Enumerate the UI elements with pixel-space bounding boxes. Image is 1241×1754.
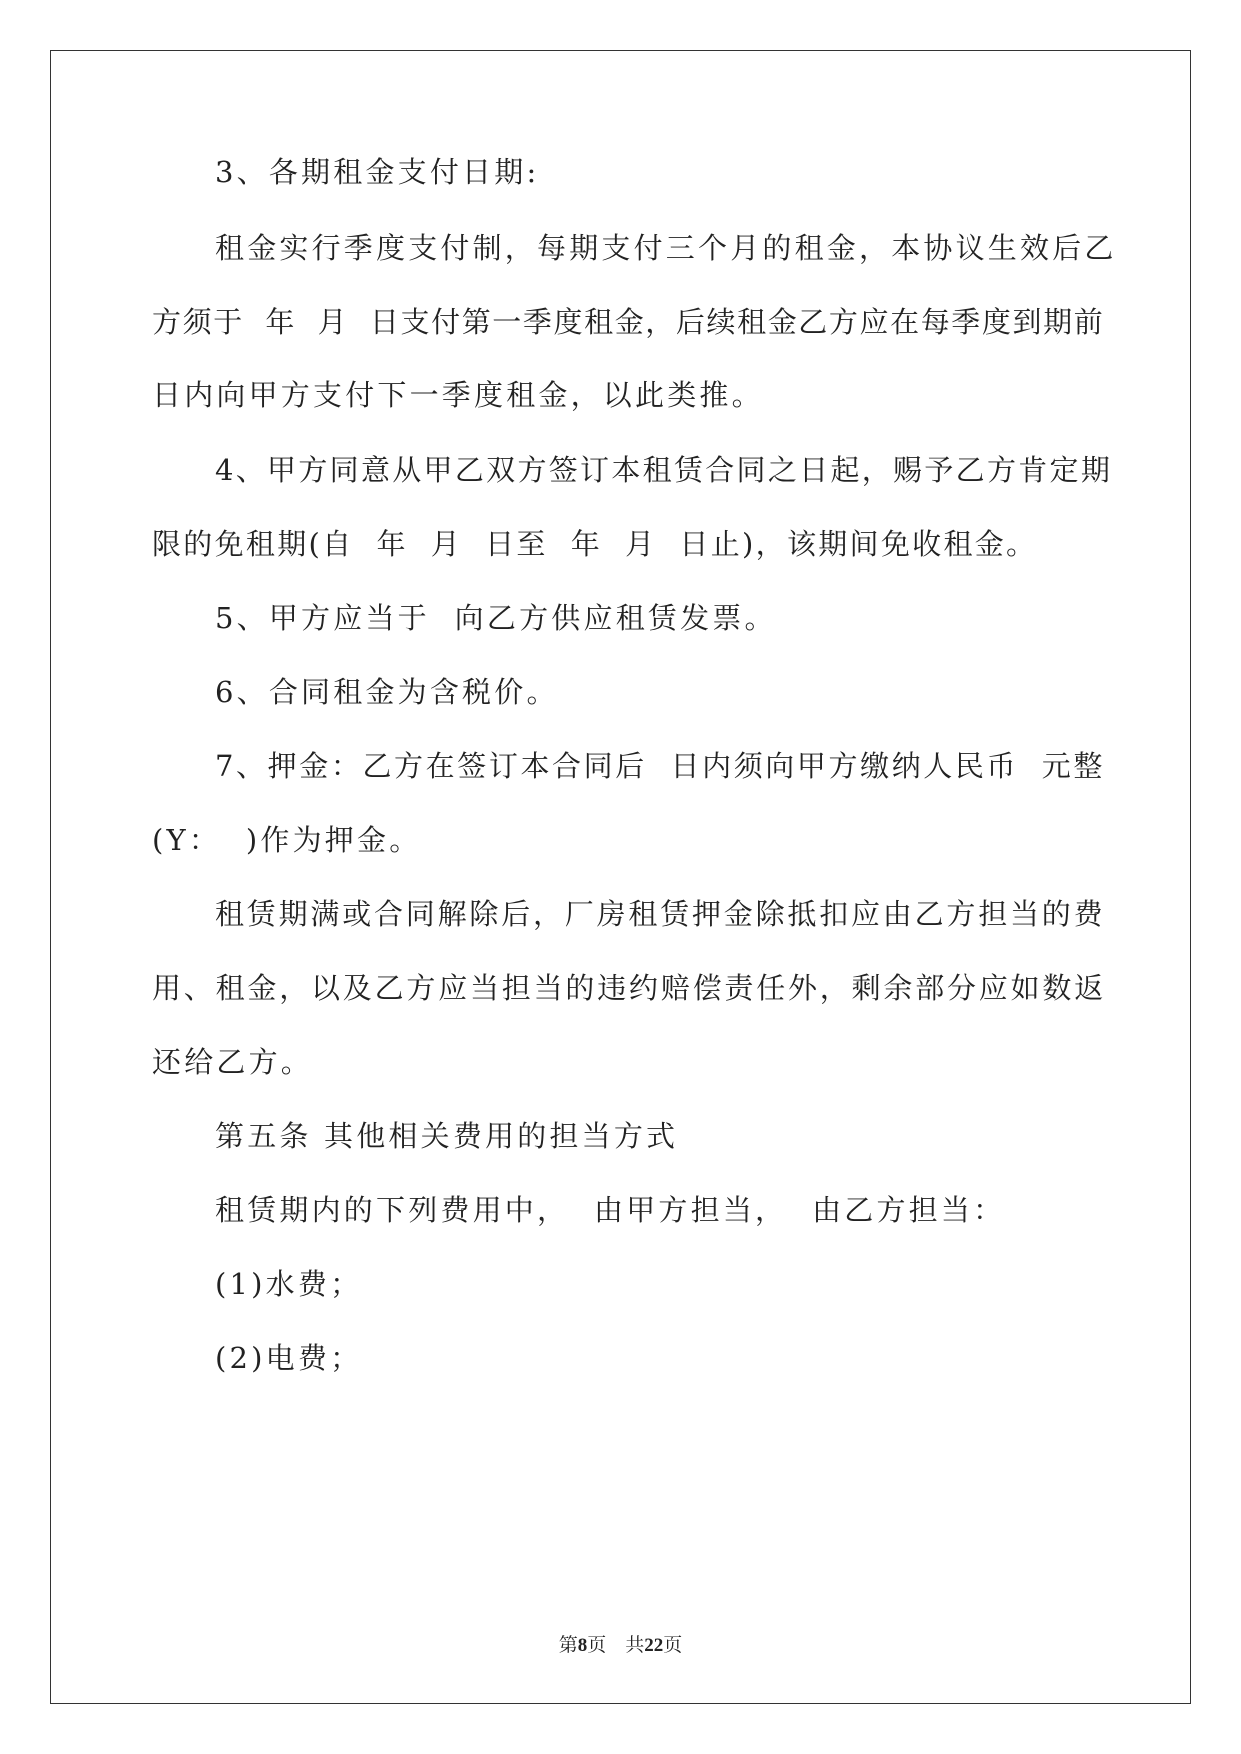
footer-prefix: 第 <box>558 1635 578 1656</box>
footer-suffix: 页 <box>663 1635 683 1656</box>
paragraph-line: 日内向甲方支付下一季度租金，以此类推。 <box>152 378 764 412</box>
paragraph-line: 租赁期满或合同解除后，厂房租赁押金除抵扣应由乙方担当的费 <box>215 897 1106 931</box>
paragraph-line: 还给乙方。 <box>152 1045 314 1079</box>
paragraph-line: 方须于 年 月 日支付第一季度租金，后续租金乙方应在每季度到期前 <box>152 305 1105 339</box>
page-footer <box>0 1630 1241 1657</box>
paragraph-line: 7、押金：乙方在签订本合同后 日内须向甲方缴纳人民币 元整 <box>215 749 1105 783</box>
paragraph-line: 租赁期内的下列费用中， 由甲方担当， 由乙方担当： <box>215 1193 1006 1227</box>
paragraph-line: (Y： )作为押金。 <box>152 823 422 857</box>
footer-middle: 页 共 <box>587 1635 645 1656</box>
list-item: (2)电费； <box>215 1341 363 1375</box>
paragraph-line: 5、甲方应当于 向乙方供应租赁发票。 <box>215 601 777 635</box>
paragraph-line: 用、租金，以及乙方应当担当的违约赔偿责任外，剩余部分应如数返 <box>152 971 1107 1005</box>
section-heading: 第五条 其他相关费用的担当方式 <box>215 1119 679 1153</box>
list-item: (1)水费； <box>215 1267 363 1301</box>
total-pages-number: 22 <box>644 1635 664 1656</box>
page-border <box>50 50 1191 1704</box>
paragraph-line: 6、合同租金为含税价。 <box>215 675 559 709</box>
paragraph-line: 4、甲方同意从甲乙双方签订本租赁合同之日起，赐予乙方肯定期 <box>215 453 1113 487</box>
paragraph-line: 限的免租期(自 年 月 日至 年 月 日止)，该期间免收租金。 <box>152 527 1038 561</box>
paragraph-line: 租金实行季度支付制，每期支付三个月的租金，本协议生效后乙 <box>215 231 1117 265</box>
paragraph-line: 3、各期租金支付日期: <box>215 155 540 189</box>
current-page-number: 8 <box>577 1635 588 1656</box>
